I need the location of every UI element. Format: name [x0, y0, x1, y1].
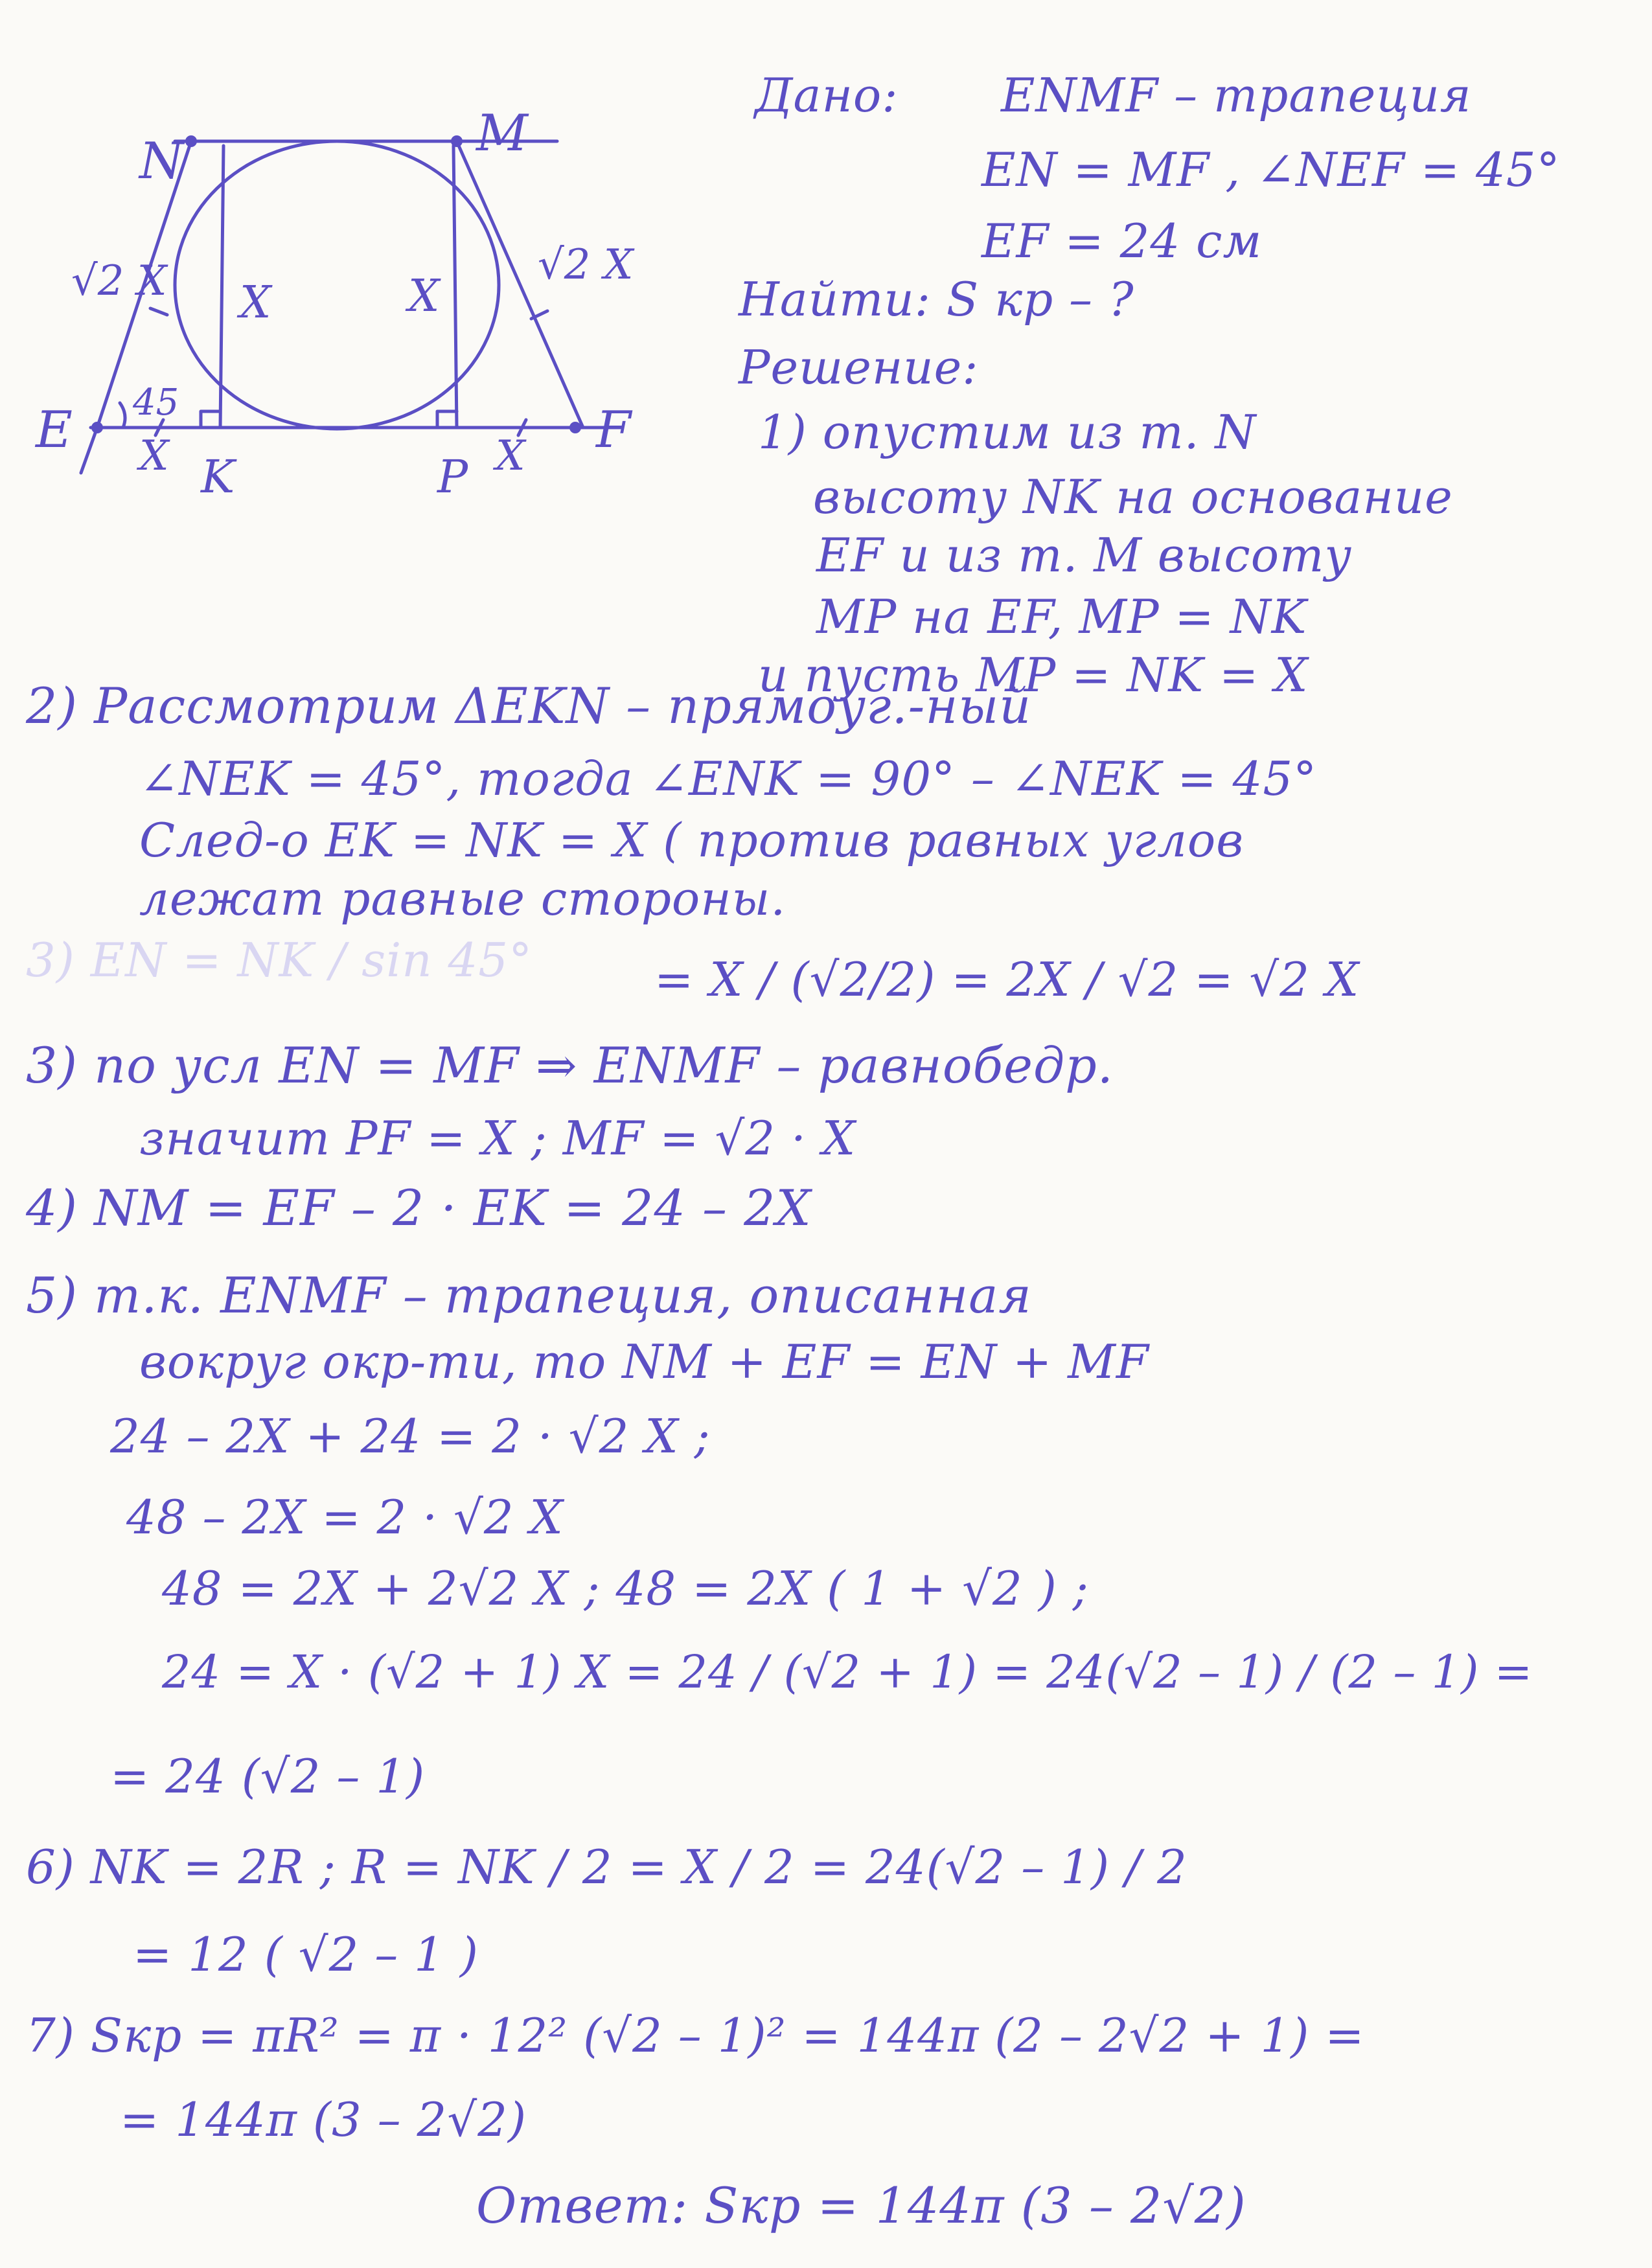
step7-line-2: = 144π (3 – 2√2): [120, 2092, 527, 2147]
given-line-1: ENMF – трапеция: [1001, 68, 1472, 122]
label-side-MF: √2 X: [538, 241, 634, 289]
solution-heading: Решение:: [739, 340, 979, 395]
step2-line-5: = X / (√2/2) = 2X / √2 = √2 X: [654, 952, 1360, 1007]
label-F: F: [596, 401, 632, 459]
point-F: [569, 422, 581, 433]
step5-line-3: 24 – 2X + 24 = 2 · √2 X ;: [110, 1409, 711, 1463]
step7-line-1: 7) Sкр = πR² = π · 12² (√2 – 1)² = 144π (2 – 2√2 + 1) =: [26, 2008, 1365, 2063]
step6-line-2: = 12 ( √2 – 1 ): [133, 1927, 479, 1982]
given-line-3: EF = 24 см: [981, 214, 1263, 268]
label-segment-PF: X: [496, 432, 525, 480]
label-side-EN: √2 X: [71, 257, 167, 305]
angle-arc-E: [120, 403, 125, 428]
label-P: P: [437, 450, 468, 503]
label-height-NK: X: [240, 277, 271, 328]
label-N: N: [139, 132, 184, 190]
step2-line-2: ∠NEK = 45°, тогда ∠ENK = 90° – ∠NEK = 45°: [139, 751, 1318, 806]
label-segment-EK: X: [139, 432, 169, 480]
step2-line-3: След-о EK = NK = X ( против равных углов: [139, 813, 1245, 867]
step5-line-6: 24 = X · (√2 + 1) X = 24 / (√2 + 1) = 24(√2 – 1) / (2 – 1) =: [162, 1645, 1533, 1699]
given-label: Дано:: [755, 68, 899, 122]
right-angle-mark-K: [201, 411, 220, 428]
struck-out-line: 3) EN = NK / sin 45°: [26, 933, 533, 987]
right-angle-mark-P: [437, 411, 457, 428]
step1-line-3: EF и из т. M высоту: [816, 528, 1353, 582]
side-EN-extension: [81, 428, 97, 473]
step4-line: 4) NM = EF – 2 · EK = 24 – 2X: [26, 1179, 812, 1237]
point-E: [91, 422, 103, 433]
given-line-2: EN = MF , ∠NEF = 45°: [981, 143, 1561, 197]
label-M: M: [476, 104, 528, 163]
step5-line-4: 48 – 2X = 2 · √2 X: [126, 1490, 564, 1544]
answer-line: Ответ: Sкр = 144π (3 – 2√2): [476, 2177, 1246, 2234]
label-angle-45: 45: [133, 382, 179, 424]
trapezoid-figure: [0, 0, 726, 518]
step6-line-1: 6) NK = 2R ; R = NK / 2 = X / 2 = 24(√2 – 1) / 2: [26, 1840, 1187, 1894]
step5-line-5: 48 = 2X + 2√2 X ; 48 = 2X ( 1 + √2 ) ;: [162, 1561, 1089, 1616]
step3-line-1: 3) по усл EN = MF ⇒ ENMF – равнобедр.: [26, 1037, 1114, 1094]
step1-line-1: 1) опустим из т. N: [758, 405, 1257, 459]
step3-line-2: значит PF = X ; MF = √2 · X: [139, 1111, 856, 1165]
step2-line-4: лежат равные стороны.: [139, 871, 786, 926]
step5-line-2: вокруг окр-ти, то NM + EF = EN + MF: [139, 1334, 1149, 1389]
find-line: Найти: S кр – ?: [739, 272, 1134, 326]
point-M: [451, 135, 463, 147]
step1-line-5: и пусть MP = NK = X: [758, 648, 1309, 702]
step5-line-1: 5) т.к. ENMF – трапеция, описанная: [26, 1266, 1032, 1324]
step1-line-4: MP на EF, MP = NK: [816, 590, 1307, 644]
label-E: E: [36, 401, 73, 459]
label-K: K: [201, 450, 235, 503]
step5-line-7: = 24 (√2 – 1): [110, 1749, 426, 1804]
label-height-MP: X: [408, 271, 440, 322]
tick-mark-EN: [150, 308, 167, 315]
step1-line-2: высоту NK на основание: [813, 470, 1453, 524]
point-N: [185, 135, 197, 147]
step2-line-1: 2) Рассмотрим ΔEKN – прямоуг.-ный: [26, 677, 1032, 735]
